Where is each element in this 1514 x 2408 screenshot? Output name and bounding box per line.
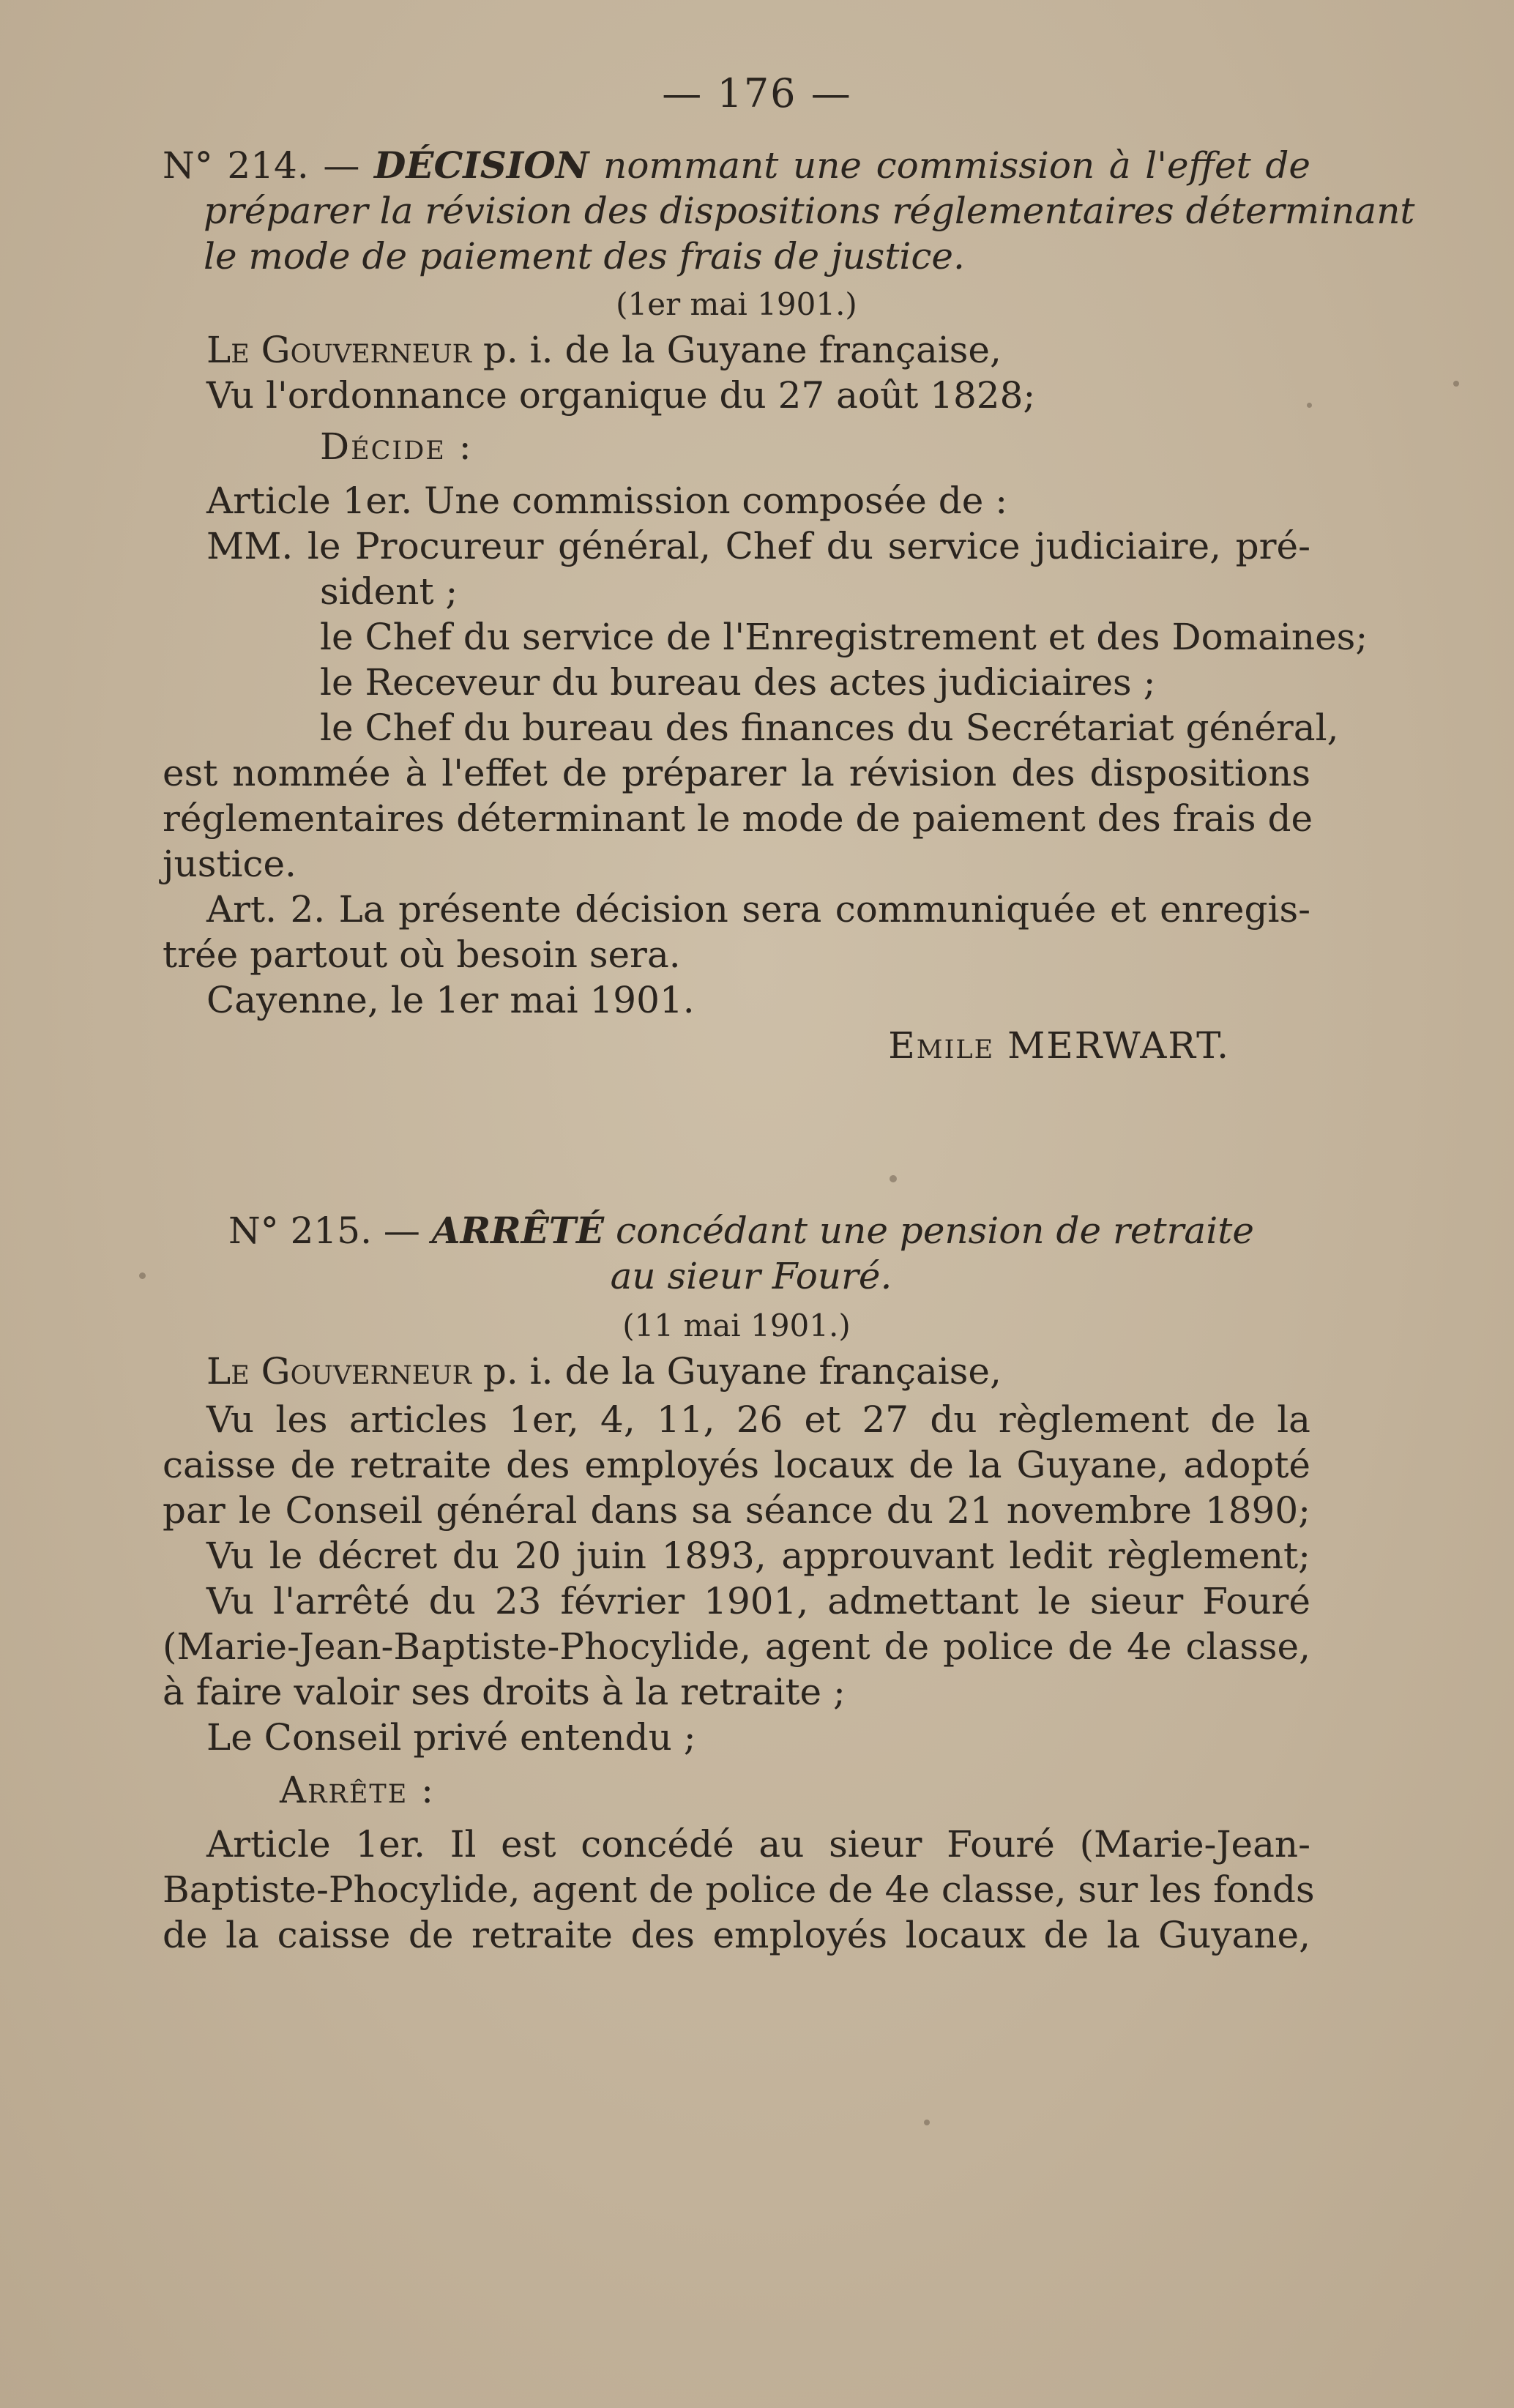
vu-215-1b: caisse de retraite des employés locaux de la Guyane, adopté [163, 1444, 1310, 1486]
article-214-2b: trée partout où besoin sera. [163, 933, 681, 976]
heading-214-line1 [163, 143, 1310, 188]
paper-speck [890, 1175, 897, 1182]
date-214: (1er mai 1901.) [616, 286, 857, 322]
decide-214: Décide : [320, 425, 473, 468]
place-date-214: Cayenne, le 1er mai 1901. [206, 979, 695, 1021]
heading-215-keyword: ARRÊTÉ [431, 1209, 605, 1252]
article-214-2a: Art. 2. La présente décision sera communiquée et enregis- [206, 888, 1310, 931]
heading-215-line1 [163, 1208, 1310, 1253]
heading-214-keyword: DÉCISION [374, 143, 589, 187]
heading-214-text3: le mode de paiement des frais de justice. [204, 235, 965, 277]
date-215: (11 mai 1901.) [622, 1308, 851, 1343]
conseil-215: Le Conseil privé entendu ; [206, 1716, 696, 1759]
article-215-1c: de la caisse de retraite des employés locaux de la Guyane, [163, 1914, 1310, 1956]
members-214-4: le Chef du bureau des finances du Secrétariat général, [320, 707, 1339, 749]
heading-214-text1: nommant une commission à l'effet de [603, 144, 1310, 187]
arrete-215: Arrête : [280, 1769, 435, 1811]
vu-214: Vu l'ordonnance organique du 27 août 1828; [206, 374, 1036, 417]
paper-speck [139, 1272, 146, 1279]
body-214-3: justice. [163, 843, 297, 885]
article-215-1a: Article 1er. Il est concédé au sieur Fouré (Marie-Jean- [206, 1823, 1310, 1865]
page-number: — 176 — [662, 70, 852, 116]
members-214-2: le Chef du service de l'Enregistrement et des Domaines; [320, 616, 1368, 658]
governor-215 [163, 1349, 1310, 1394]
heading-214-text2: préparer la révision des dispositions réglementaires déterminant [204, 190, 1415, 232]
body-214-2: réglementaires déterminant le mode de paiement des frais de [163, 797, 1313, 840]
vu-215-3a: Vu l'arrêté du 23 février 1901, admettant le sieur Fouré [206, 1580, 1310, 1622]
signature-214: Emile MERWART. [888, 1024, 1230, 1067]
governor-215-rest: p. i. de la Guyane française, [482, 1350, 1002, 1393]
vu-215-3c: à faire valoir ses droits à la retraite ; [163, 1671, 846, 1713]
paper-speck [1307, 403, 1312, 408]
heading-215-text1: concédant une pension de retraite [616, 1209, 1254, 1252]
heading-215-text2: au sieur Fouré. [610, 1255, 892, 1297]
section-214 [163, 143, 1415, 1068]
body-214-1: est nommée à l'effet de préparer la révision des dispositions [163, 752, 1310, 794]
members-214-1: MM. le Procureur général, Chef du service judiciaire, pré- [206, 525, 1310, 567]
governor-214-title: Le Gouverneur [206, 329, 471, 371]
vu-215-3b: (Marie-Jean-Baptiste-Phocylide, agent de police de 4e classe, [163, 1625, 1310, 1668]
article-215-1b: Baptiste-Phocylide, agent de police de 4e classe, sur les fonds [163, 1868, 1315, 1911]
paper-speck [924, 2120, 930, 2125]
governor-214-rest: p. i. de la Guyane française, [482, 329, 1002, 371]
heading-214-number: N° 214. — [163, 144, 360, 187]
vu-215-2: Vu le décret du 20 juin 1893, approuvant ledit règlement; [206, 1535, 1310, 1577]
vu-215-1c: par le Conseil général dans sa séance du 21 novembre 1890; [163, 1489, 1310, 1532]
vu-215-1a: Vu les articles 1er, 4, 11, 26 et 27 du règlement de la [206, 1398, 1310, 1441]
section-215 [163, 1208, 1315, 1958]
governor-215-title: Le Gouverneur [206, 1350, 471, 1393]
article-214-1: Article 1er. Une commission composée de : [206, 480, 1008, 522]
members-214-1b: sident ; [320, 570, 458, 613]
paper-speck [1453, 381, 1459, 387]
heading-215-number: N° 215. — [228, 1209, 420, 1252]
governor-214 [163, 327, 1310, 373]
members-214-3: le Receveur du bureau des actes judiciaires ; [320, 661, 1156, 704]
